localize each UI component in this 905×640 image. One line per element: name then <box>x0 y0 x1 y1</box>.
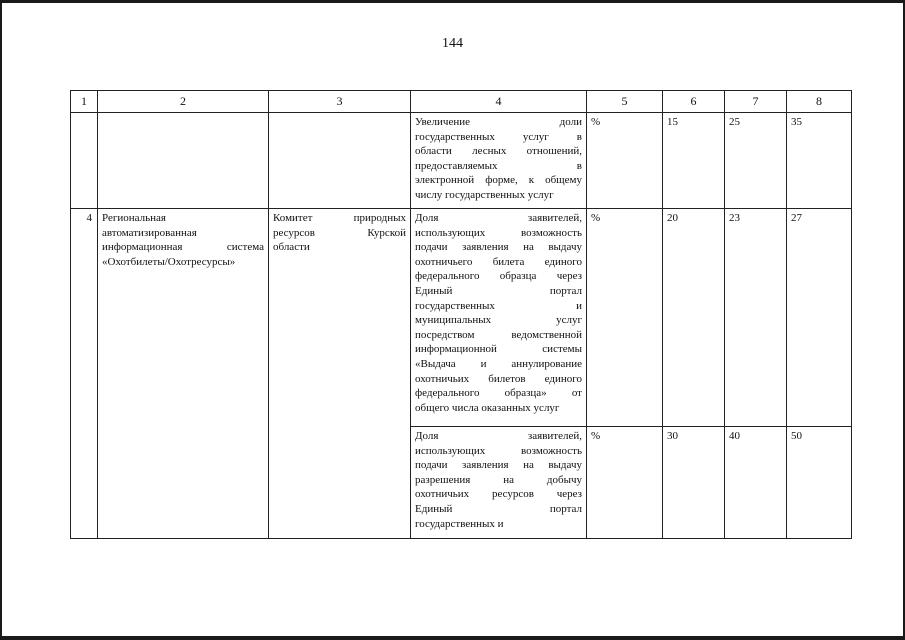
value-cell-8: 50 <box>787 427 852 539</box>
indicator-line: Доля заявителей, <box>415 430 582 442</box>
system-line: автоматизированная <box>102 226 197 239</box>
row-number-cell: 4 <box>71 209 98 539</box>
table-header-row <box>71 91 852 113</box>
indicator-line: Доля заявителей, <box>415 212 582 224</box>
indicator-line: подачи заявления на выдачу <box>415 459 582 472</box>
indicator-line: государственных и <box>415 299 582 312</box>
executor-cell <box>269 209 411 539</box>
indicator-line: государственных услуг в <box>415 130 582 143</box>
value-cell-6: 20 <box>663 209 725 427</box>
indicator-line: электронной форме, к общему <box>415 174 582 187</box>
row-number-cell <box>71 113 98 209</box>
col-header-5: 5 <box>587 91 663 113</box>
value-cell-8: 27 <box>787 209 852 427</box>
indicator-cell <box>411 113 587 209</box>
indicator-line: «Выдача и аннулирование <box>415 357 582 370</box>
scan-border-top <box>0 0 905 3</box>
indicator-line: посредством ведомственной <box>415 328 582 341</box>
value-cell-6: 30 <box>663 427 725 539</box>
system-line: «Охотбилеты/Охотресурсы» <box>102 255 236 268</box>
indicator-line: области лесных отношений, <box>415 145 582 158</box>
col-header-2: 2 <box>98 91 269 113</box>
indicator-line: охотничьих билетов единого <box>415 372 582 385</box>
indicator-line: разрешения на добычу <box>415 473 582 486</box>
col-header-3: 3 <box>269 91 411 113</box>
indicator-line: государственных и <box>415 517 504 530</box>
executor-cell <box>269 113 411 209</box>
col-header-1: 1 <box>71 91 98 113</box>
indicator-line: использующих возможность <box>415 444 582 457</box>
value-cell-7: 23 <box>725 209 787 427</box>
page-number: 144 <box>442 36 463 51</box>
col-header-4: 4 <box>411 91 587 113</box>
executor-line: ресурсов Курской <box>273 226 406 239</box>
col-header-8: 8 <box>787 91 852 113</box>
unit-cell: % <box>587 209 663 427</box>
col-header-7: 7 <box>725 91 787 113</box>
indicator-line: предоставляемых в <box>415 159 582 172</box>
indicator-line: общего числа оказанных услуг <box>415 401 560 414</box>
indicator-line: Единый портал <box>415 284 582 297</box>
indicator-line: Единый портал <box>415 502 582 515</box>
table-row <box>71 209 852 427</box>
indicator-cell <box>411 209 587 427</box>
unit-cell: % <box>587 427 663 539</box>
indicator-line: федерального образца» от <box>415 387 582 400</box>
table-row <box>71 113 852 209</box>
scan-border-bottom <box>0 636 905 640</box>
indicator-line: федерального образца через <box>415 270 582 283</box>
indicator-line: охотничьего билета единого <box>415 255 582 268</box>
indicator-line: подачи заявления на выдачу <box>415 241 582 254</box>
system-cell <box>98 113 269 209</box>
indicator-line: муниципальных услуг <box>415 314 582 327</box>
data-table <box>70 90 852 539</box>
indicator-line: использующих возможность <box>415 226 582 239</box>
indicator-line: числу государственных услуг <box>415 188 554 201</box>
value-cell-7: 25 <box>725 113 787 209</box>
value-cell-8: 35 <box>787 113 852 209</box>
system-line: информационная система <box>102 241 264 254</box>
indicator-line: охотничьих ресурсов через <box>415 488 582 501</box>
indicator-cell <box>411 427 587 539</box>
executor-line: области <box>273 241 310 254</box>
system-cell <box>98 209 269 539</box>
executor-line: Комитет природных <box>273 212 406 224</box>
unit-cell: % <box>587 113 663 209</box>
value-cell-7: 40 <box>725 427 787 539</box>
indicator-line: Увеличение доли <box>415 116 582 128</box>
system-line: Региональная <box>102 212 166 224</box>
value-cell-6: 15 <box>663 113 725 209</box>
indicator-line: информационной системы <box>415 343 582 356</box>
scan-border-left <box>0 0 2 640</box>
col-header-6: 6 <box>663 91 725 113</box>
